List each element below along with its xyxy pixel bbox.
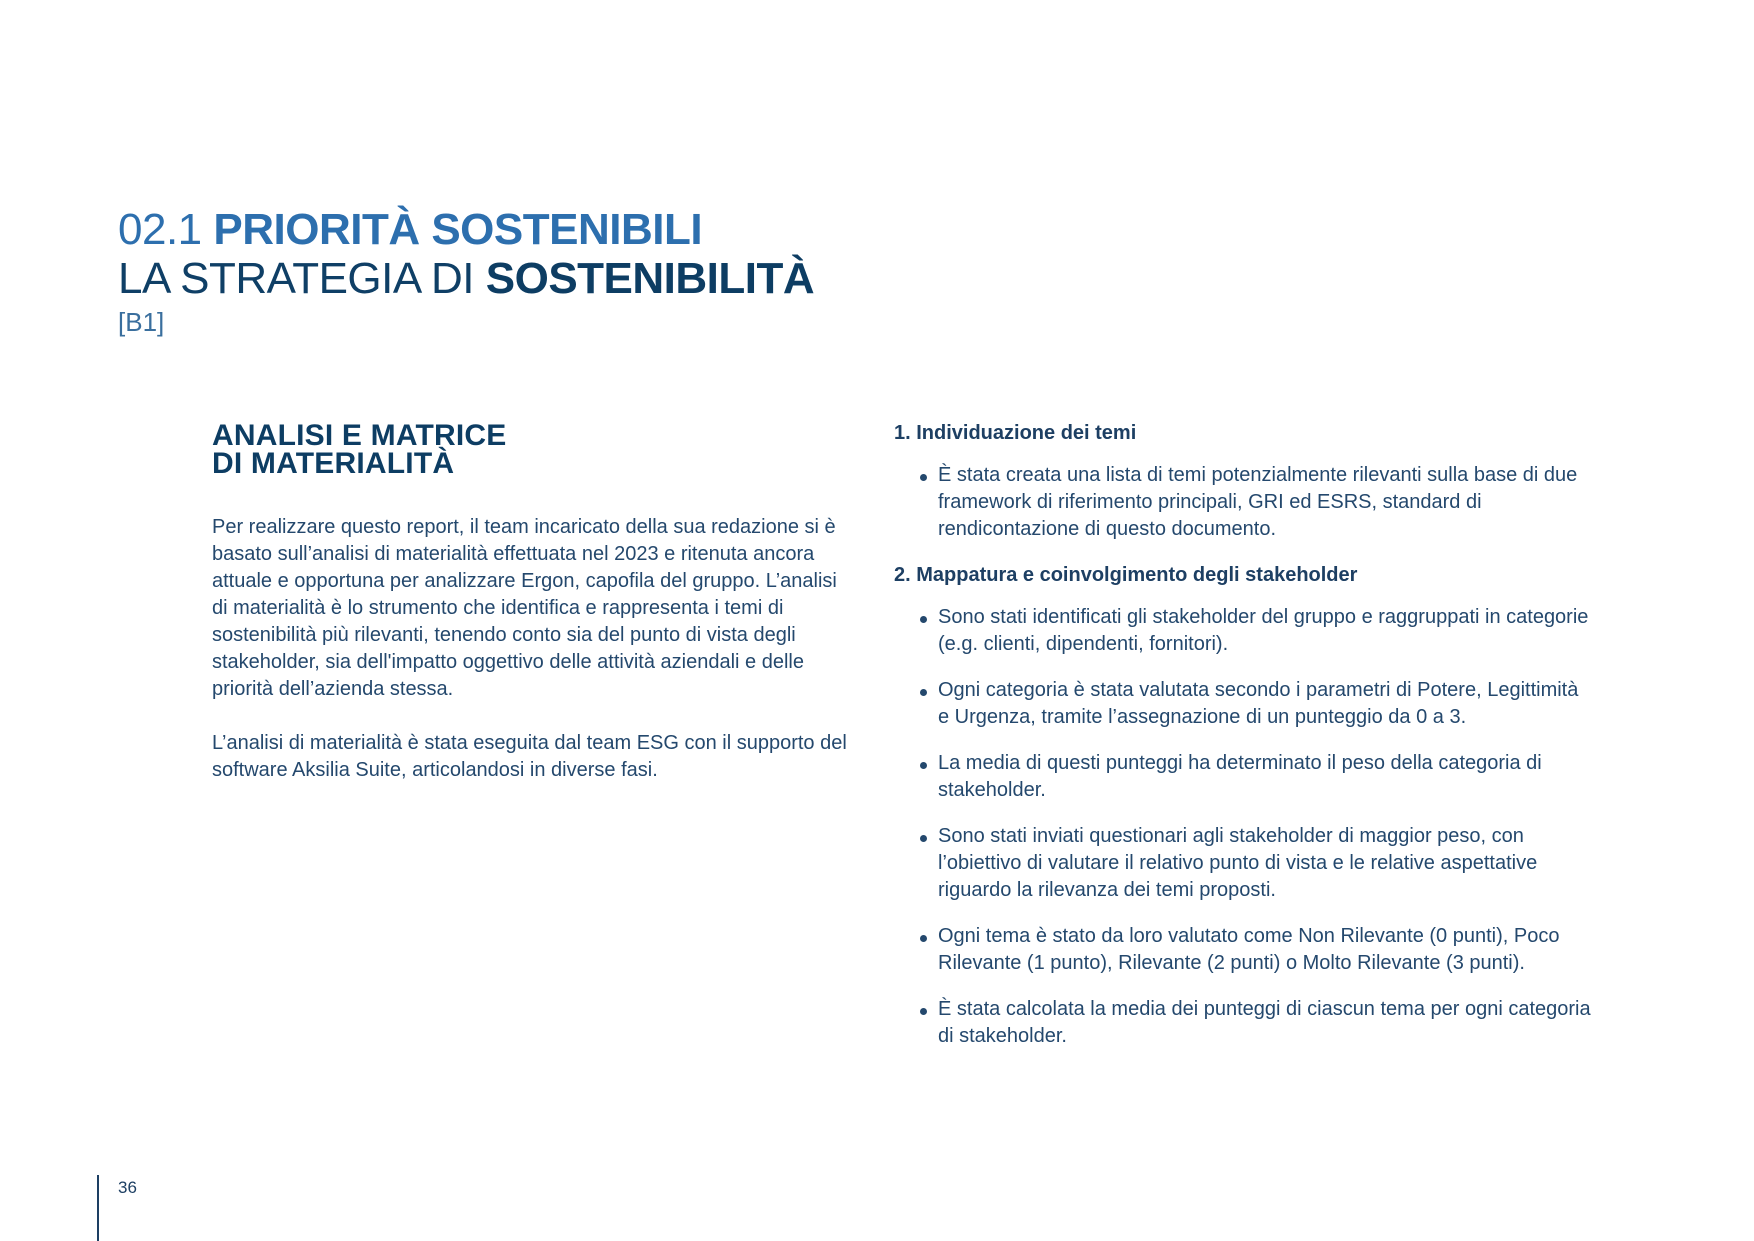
bullet-icon xyxy=(920,835,927,842)
page-header xyxy=(118,206,814,338)
list-item-text: Ogni tema è stato da loro valutato come Non Rilevante (0 punti), Poco Rilevante (1 punto), Rilevante (2 punti) o Molto Rilevante (3 punti). xyxy=(938,925,1560,974)
bullet-icon xyxy=(920,689,927,696)
phase-1-title: 1. Individuazione dei temi xyxy=(894,422,1137,444)
page-subtitle xyxy=(118,254,814,304)
list-item xyxy=(894,823,1594,904)
phase-2-list xyxy=(894,604,1594,1050)
method-paragraph: L’analisi di materialità è stata eseguita dal team ESG con il supporto del software Aksilia Suite, articolandosi in diverse fasi. xyxy=(212,732,847,781)
bullet-icon xyxy=(920,935,927,942)
analysis-heading-line1: ANALISI E MATRICE xyxy=(212,419,507,452)
list-item xyxy=(894,604,1594,658)
section-number: 02.1 xyxy=(118,205,202,254)
list-item xyxy=(894,996,1594,1050)
subtitle-bold: SOSTENIBILITÀ xyxy=(485,254,815,303)
page-number: 36 xyxy=(118,1178,137,1197)
list-item xyxy=(894,462,1594,543)
list-item-text: Sono stati inviati questionari agli stakeholder di maggior peso, con l’obiettivo di valutare il relativo punto di vista e le relative aspettative riguardo la rilevanza dei temi proposti. xyxy=(938,825,1538,901)
list-item-text: Ogni categoria è stata valutata secondo i parametri di Potere, Legittimità e Urgenza, tramite l’assegnazione di un punteggio da 0 a 3. xyxy=(938,679,1579,728)
bullet-icon xyxy=(920,762,927,769)
list-item-text: È stata calcolata la media dei punteggi di ciascun tema per ogni categoria di stakeholder. xyxy=(938,998,1591,1047)
section-title: PRIORITÀ SOSTENIBILI xyxy=(213,205,703,254)
intro-paragraph: Per realizzare questo report, il team incaricato della sua redazione si è basato sull’analisi di materialità effettuata nel 2023 e ritenuta ancora attuale e opportuna per analizzare Ergon, capofila del gruppo. L’analisi di materialità è lo strumento che identifica e rappresenta i temi di sostenibilità più rilevanti, tenendo conto sia del punto di vista degli stakeholder, sia dell'impatto oggettivo delle attività aziendali e delle priorità dell’azienda stessa. xyxy=(212,516,837,700)
list-item xyxy=(894,750,1594,804)
list-item xyxy=(894,923,1594,977)
right-column xyxy=(894,420,1594,1069)
bullet-icon xyxy=(920,1008,927,1015)
footer-divider xyxy=(97,1175,99,1241)
bullet-icon xyxy=(920,616,927,623)
section-heading xyxy=(118,206,814,254)
standard-code: [B1] xyxy=(118,307,165,337)
list-item xyxy=(894,677,1594,731)
left-column xyxy=(212,419,852,811)
list-item-text: È stata creata una lista di temi potenzialmente rilevanti sulla base di due framework di riferimento principali, GRI ed ESRS, standard di rendicontazione di questo documento. xyxy=(938,464,1578,540)
list-item-text: Sono stati identificati gli stakeholder del gruppo e raggruppati in categorie (e.g. clienti, dipendenti, fornitori). xyxy=(938,606,1589,655)
subtitle-light: LA STRATEGIA DI xyxy=(118,254,475,303)
analysis-heading xyxy=(212,419,852,480)
phase-1-list xyxy=(894,462,1594,543)
phase-2-title: 2. Mappatura e coinvolgimento degli stakeholder xyxy=(894,564,1358,586)
analysis-heading-line2: DI MATERIALITÀ xyxy=(212,447,455,480)
bullet-icon xyxy=(920,474,927,481)
list-item-text: La media di questi punteggi ha determinato il peso della categoria di stakeholder. xyxy=(938,752,1542,801)
